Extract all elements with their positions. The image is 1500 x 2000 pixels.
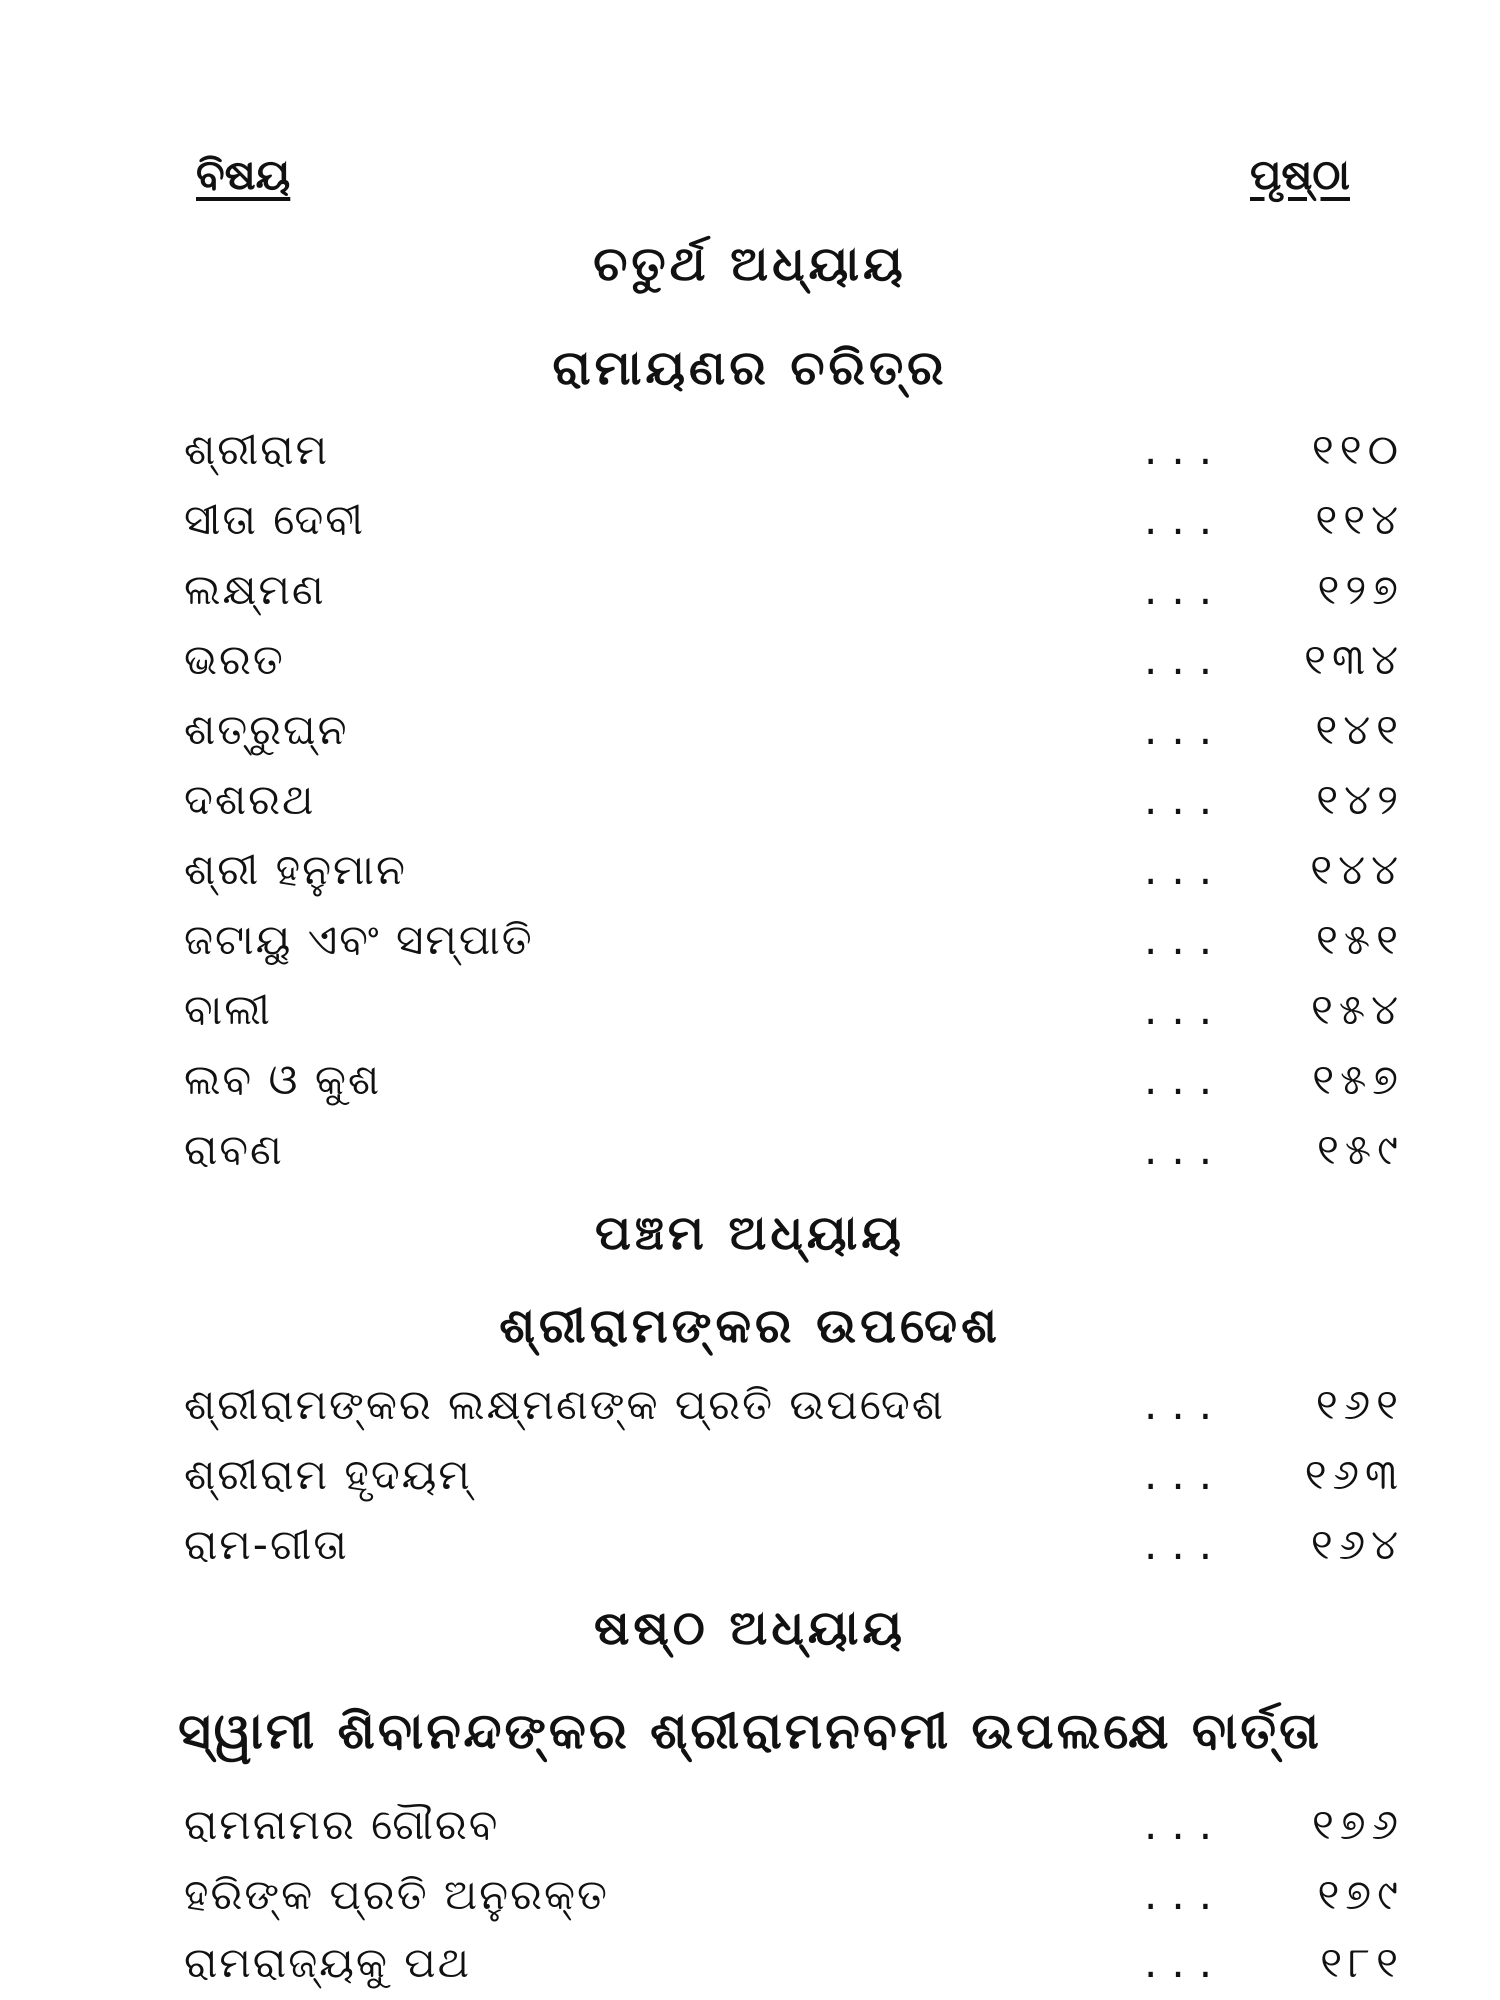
leader-dots: ...: [1144, 985, 1227, 1034]
toc-entry[interactable]: [184, 910, 1404, 970]
toc-entry[interactable]: [184, 1795, 1404, 1855]
entry-page-number: ୧୭୯: [1317, 1870, 1404, 1919]
leader-dots: ...: [1144, 425, 1227, 474]
entry-title: ରାବଣ: [184, 1125, 284, 1174]
chapter-6-subtitle: ସ୍ୱାମୀ ଶିବାନନ୍ଦଙ୍କର ଶ୍ରୀରାମନବମୀ ଉପଲକ୍ଷେ ବାର୍ତ୍ତା: [178, 1702, 1322, 1760]
entry-title: ଶ୍ରୀରାମ: [184, 425, 330, 474]
leader-dots: ...: [1144, 775, 1227, 824]
entry-title: ଲକ୍ଷ୍ମଣ: [184, 565, 326, 614]
entry-title: ଜଟାୟୁ ଏବଂ ସମ୍ପାତି: [184, 915, 534, 964]
toc-entry[interactable]: [184, 1445, 1404, 1505]
entry-page-number: ୧୫୪: [1310, 985, 1404, 1034]
leader-dots: ...: [1144, 1938, 1227, 1987]
entry-page-number: ୧୧୪: [1315, 495, 1404, 544]
leader-dots: ...: [1144, 915, 1227, 964]
leader-dots: ...: [1144, 565, 1227, 614]
entry-title: ଶତ୍ରୁଘ୍ନ: [184, 705, 349, 754]
chapter-4-heading: ଚତୁର୍ଥ ଅଧ୍ୟାୟ: [593, 236, 907, 292]
leader-dots: ...: [1144, 845, 1227, 894]
toc-entry[interactable]: [184, 770, 1404, 830]
entry-page-number: ୧୮୧: [1320, 1938, 1404, 1987]
chapter-6-heading: ଷଷ୍ଠ ଅଧ୍ୟାୟ: [593, 1600, 907, 1656]
leader-dots: ...: [1144, 705, 1227, 754]
toc-entry[interactable]: [184, 1865, 1404, 1925]
entry-page-number: ୧୪୨: [1316, 775, 1404, 824]
entry-page-number: ୧୫୧: [1316, 915, 1404, 964]
entry-title: ଶ୍ରୀରାମ ହୃଦୟମ୍: [184, 1450, 472, 1499]
entry-page-number: ୧୬୧: [1315, 1380, 1404, 1429]
leader-dots: ...: [1144, 1055, 1227, 1104]
entry-page-number: ୧୪୪: [1310, 845, 1404, 894]
toc-entry[interactable]: [184, 1375, 1404, 1435]
subject-column-header: ବିଷୟ: [196, 150, 291, 199]
toc-entry[interactable]: [184, 700, 1404, 760]
leader-dots: ...: [1144, 1870, 1227, 1919]
entry-page-number: ୧୧୦: [1311, 425, 1404, 474]
chapter-5-heading: ପଞ୍ଚମ ଅଧ୍ୟାୟ: [595, 1205, 905, 1261]
leader-dots: ...: [1144, 1125, 1227, 1174]
toc-entry[interactable]: [184, 840, 1404, 900]
entry-page-number: ୧୨୭: [1317, 565, 1404, 614]
entry-page-number: ୧୫୭: [1312, 1055, 1404, 1104]
toc-entry[interactable]: [184, 980, 1404, 1040]
entry-title: ଶ୍ରୀ ହନୁମାନ: [184, 845, 407, 894]
toc-entry[interactable]: [184, 1050, 1404, 1110]
leader-dots: ...: [1144, 495, 1227, 544]
entry-title: ରାମରାଜ୍ୟକୁ ପଥ: [184, 1938, 472, 1987]
entry-page-number: ୧୬୪: [1310, 1520, 1404, 1569]
toc-entry[interactable]: [184, 630, 1404, 690]
leader-dots: ...: [1144, 1380, 1227, 1429]
entry-page-number: ୧୬୩: [1304, 1450, 1404, 1499]
entry-page-number: ୧୩୪: [1304, 635, 1404, 684]
chapter-4-subtitle: ରାମାୟଣର ଚରିତ୍ର: [552, 340, 948, 396]
entry-title: ହରିଙ୍କ ପ୍ରତି ଅନୁରକ୍ତ: [184, 1870, 609, 1919]
entry-title: ଶ୍ରୀରାମଙ୍କର ଲକ୍ଷ୍ମଣଙ୍କ ପ୍ରତି ଉପଦେଶ: [184, 1380, 945, 1429]
entry-title: ଦଶରଥ: [184, 775, 316, 824]
entry-title: ଭରତ: [184, 635, 285, 684]
leader-dots: ...: [1144, 1520, 1227, 1569]
toc-entry[interactable]: [184, 490, 1404, 550]
toc-entry[interactable]: [184, 1933, 1404, 1993]
entry-title: ରାମ-ଗୀତା: [184, 1520, 349, 1569]
toc-entry[interactable]: [184, 420, 1404, 480]
toc-entry[interactable]: [184, 560, 1404, 620]
leader-dots: ...: [1144, 635, 1227, 684]
entry-title: ରାମନାମର ଗୌରବ: [184, 1800, 500, 1849]
entry-page-number: ୧୭୬: [1312, 1800, 1404, 1849]
chapter-5-subtitle: ଶ୍ରୀରାମଙ୍କର ଉପଦେଶ: [499, 1298, 1001, 1354]
entry-title: ସୀତା ଦେବୀ: [184, 495, 366, 544]
entry-page-number: ୧୪୧: [1315, 705, 1404, 754]
page-column-header: ପୃଷ୍ଠା: [1249, 150, 1350, 199]
toc-entry[interactable]: [184, 1515, 1404, 1575]
entry-title: ଲବ ଓ କୁଶ: [184, 1055, 382, 1104]
leader-dots: ...: [1144, 1800, 1227, 1849]
leader-dots: ...: [1144, 1450, 1227, 1499]
toc-entry[interactable]: [184, 1120, 1404, 1180]
entry-page-number: ୧୫୯: [1317, 1125, 1404, 1174]
entry-title: ବାଲୀ: [184, 985, 272, 1034]
